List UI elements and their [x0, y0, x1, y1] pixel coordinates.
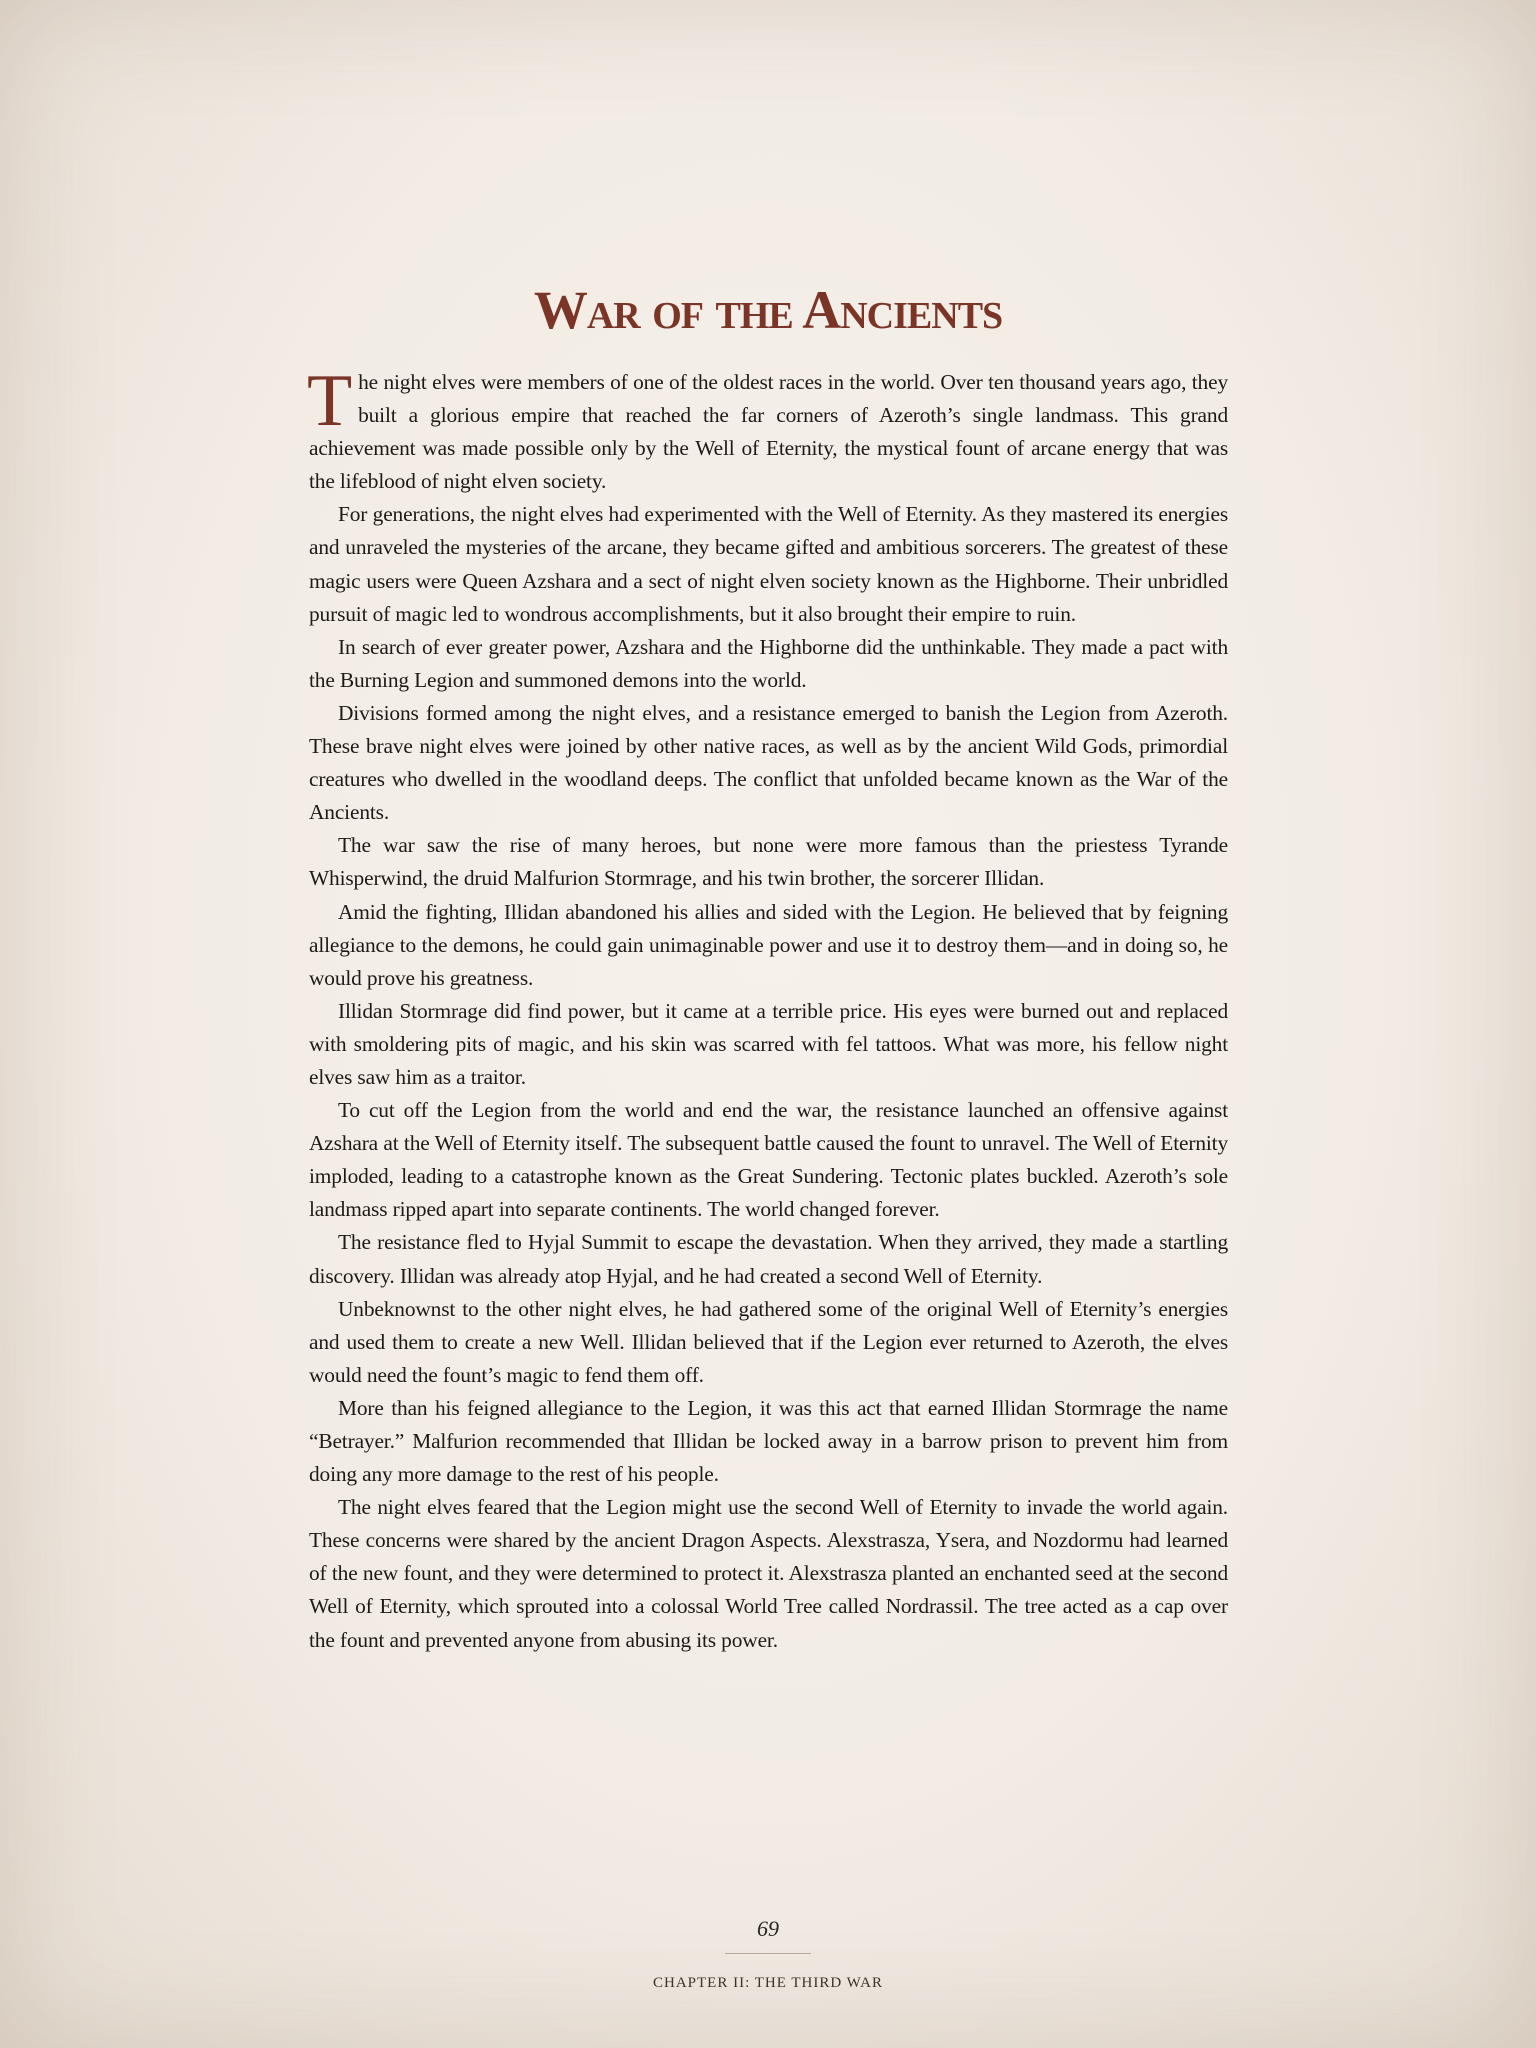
paragraph-9: The resistance fled to Hyjal Summit to escape the devastation. When they arrived, they made a startling discovery. Illidan was already atop Hyjal, and he had created a second Well of Eternity. — [309, 1230, 1228, 1288]
paragraph-3: In search of ever greater power, Azshara and the Highborne did the unthinkable. They made a pact with the Burning Legion and summoned demons into the world. — [309, 634, 1228, 692]
paragraph-2: For generations, the night elves had experimented with the Well of Eternity. As they mastered its energies and unraveled the mysteries of the arcane, they became gifted and ambitious sorcerers. The greatest of these magic users were Queen Azshara and a sect of night elven society known as the Highborne. Their unbridled pursuit of magic led to wondrous accomplishments, but it also brought their empire to ruin. — [309, 502, 1228, 626]
paragraph-5: The war saw the rise of many heroes, but none were more famous than the priestess Tyrande Whisperwind, the druid Malfurion Stormrage, and his twin brother, the sorcerer Illidan. — [309, 833, 1228, 891]
chapter-footer: CHAPTER II: THE THIRD WAR — [652, 1975, 883, 1991]
page-title: War of the Ancients — [533, 280, 1003, 340]
paragraph-4: Divisions formed among the night elves, and a resistance emerged to banish the Legion from Azeroth. These brave night elves were joined by other native races, as well as by the ancient Wild Gods, primordial creatures who dwelled in the woodland deeps. The conflict that unfolded became known as the War of the Ancients. — [309, 700, 1228, 825]
paragraph-1-text: he night elves were members of one of the oldest races in the world. Over ten thousand years ago, they built a glorious empire that reached the far corners of Azeroth’s single landmass. This grand achievement was made possible only by the Well of Eternity, the mystical fount of arcane energy that was the lifeblood of night elven society. — [309, 370, 1228, 494]
page-number: 69 — [757, 1916, 779, 1941]
drop-cap: T — [307, 360, 353, 442]
footer-divider — [725, 1953, 811, 1954]
paragraph-10: Unbeknownst to the other night elves, he had gathered some of the original Well of Eternity’s energies and used them to create a new Well. Illidan believed that if the Legion ever returned to Azeroth, the elves would need the fount’s magic to fend them off. — [309, 1296, 1228, 1387]
paragraph-12: The night elves feared that the Legion might use the second Well of Eternity to invade the world again. These concerns were shared by the ancient Dragon Aspects. Alexstrasza, Ysera, and Nozdormu had learned of the new fount, and they were determined to protect it. Alexstrasza planted an enchanted seed at the second Well of Eternity, which sprouted into a colossal World Tree called Nordrassil. The tree acted as a cap over the fount and prevented anyone from abusing its power. — [309, 1495, 1228, 1652]
paragraph-11: More than his feigned allegiance to the Legion, it was this act that earned Illidan Stormrage the name “Betrayer.” Malfurion recommended that Illidan be locked away in a barrow prison to prevent him from doing any more damage to the rest of his people. — [309, 1395, 1228, 1487]
paragraph-8: To cut off the Legion from the world and end the war, the resistance launched an offensive against Azshara at the Well of Eternity itself. The subsequent battle caused the fount to unravel. The Well of Eternity imploded, leading to a catastrophe known as the Great Sundering. Tectonic plates buckled. Azeroth’s sole landmass ripped apart into separate continents. The world changed forever. — [309, 1098, 1228, 1222]
paragraph-1 — [307, 360, 1228, 498]
body-text — [307, 360, 1228, 1657]
paragraph-6: Amid the fighting, Illidan abandoned his allies and sided with the Legion. He believed that by feigning allegiance to the demons, he could gain unimaginable power and use it to destroy them—and in doing so, he would prove his greatness. — [309, 899, 1228, 990]
paragraph-7: Illidan Stormrage did find power, but it came at a terrible price. His eyes were burned out and replaced with smoldering pits of magic, and his skin was scarred with fel tattoos. What was more, his fellow night elves saw him as a traitor. — [309, 998, 1228, 1089]
